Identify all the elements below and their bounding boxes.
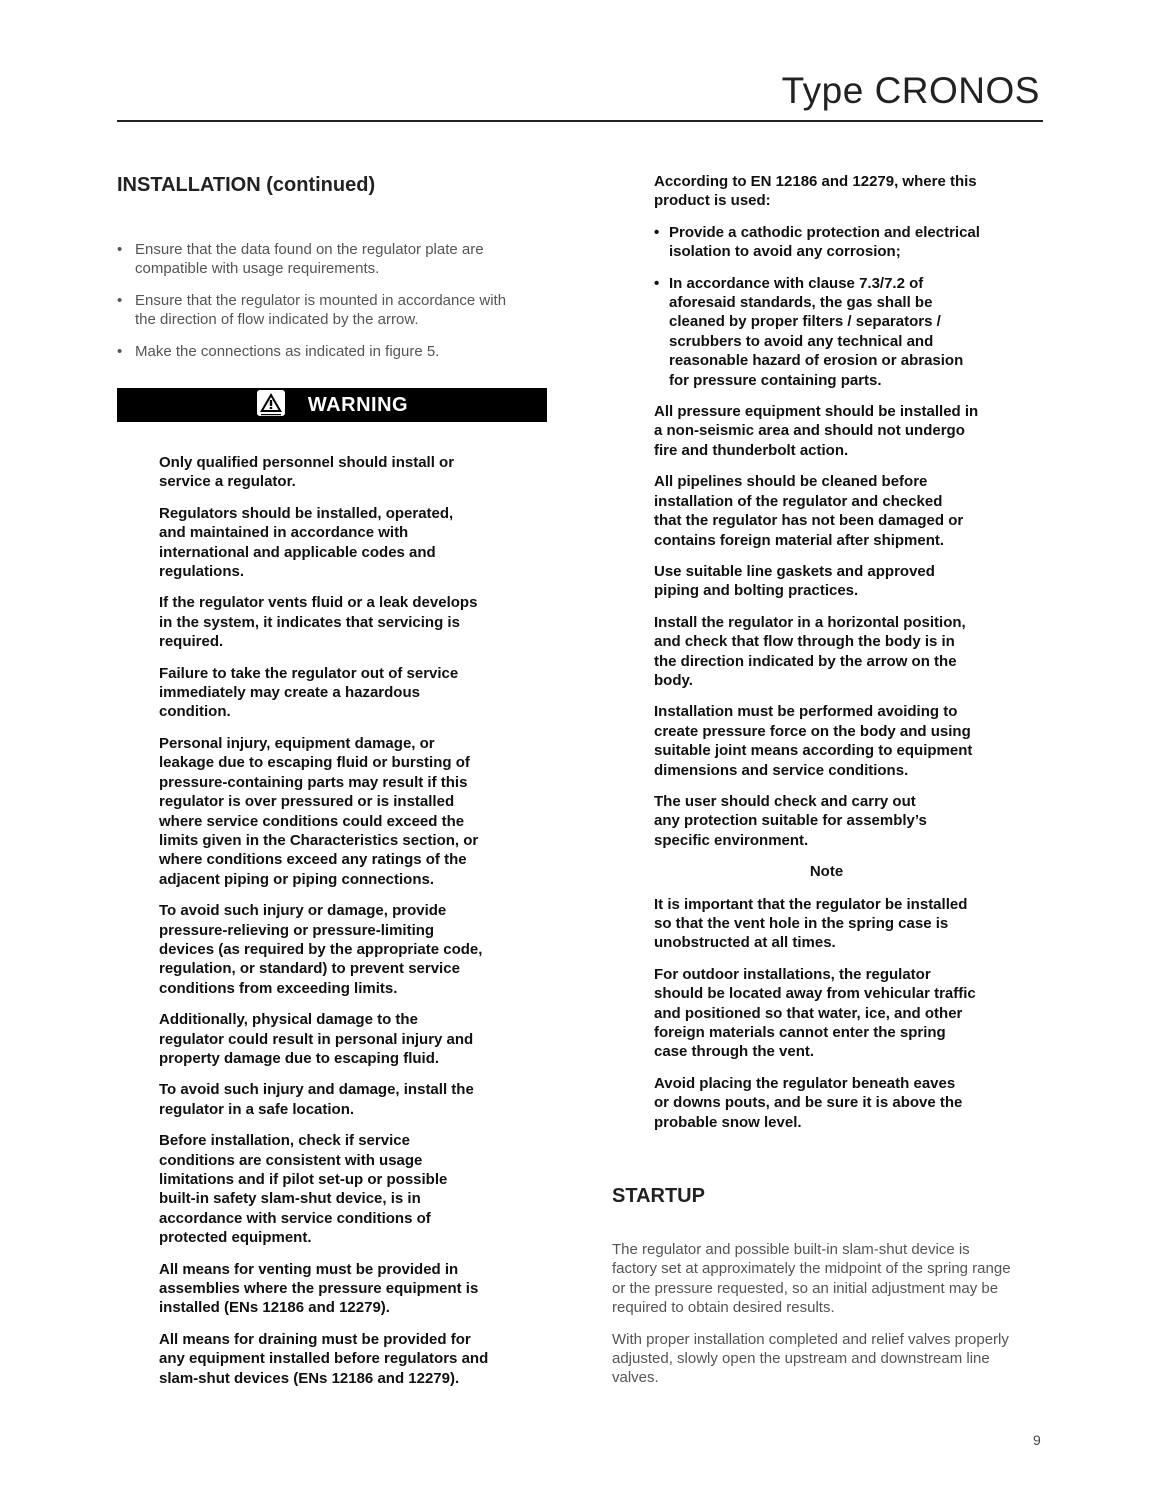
warning-paragraph: Before installation, check if service conditions are consistent with usage limitations and if pilot set-up or possible built-in safety slam-shut device, is in accordance with service conditions of protected equipment. — [159, 1132, 448, 1247]
paragraph: Use suitable line gaskets and approved piping and bolting practices. — [654, 562, 935, 600]
warning-banner — [117, 388, 547, 422]
list-item: • Make the connections as indicated in figure 5. — [117, 342, 557, 361]
list-item: • Ensure that the regulator is mounted in accordance with the direction of flow indicated by the arrow. — [117, 291, 557, 330]
paragraph: Installation must be performed avoiding to create pressure force on the body and using suitable joint means according to equipment dimensions and service conditions. — [654, 703, 973, 779]
warning-text — [159, 453, 539, 1400]
warning-paragraph: Failure to take the regulator out of service immediately may create a hazardous condition. — [159, 664, 459, 721]
warning-paragraph: Regulators should be installed, operated, and maintained in accordance with international and applicable codes and regulations. — [159, 504, 454, 581]
note-paragraph: Avoid placing the regulator beneath eaves or downs pouts, and be sure it is above the probable snow level. — [654, 1074, 963, 1131]
note-paragraph: For outdoor installations, the regulator should be located away from vehicular traffic and positioned so that water, ice, and other foreign materials cannot enter the spring case through the vent. — [654, 965, 976, 1061]
paragraph: All pipelines should be cleaned before installation of the regulator and checked that the regulator has not been damaged or contains foreign material after shipment. — [654, 473, 964, 549]
installation-heading: INSTALLATION (continued) — [117, 174, 376, 196]
paragraph: The user should check and carry out any protection suitable for assembly’s specific environment. — [654, 792, 927, 849]
intro-paragraph: According to EN 12186 and 12279, where this product is used: — [654, 173, 977, 210]
right-column-text — [654, 172, 1034, 1144]
header-divider — [117, 120, 1043, 122]
note-paragraph: It is important that the regulator be installed so that the vent hole in the spring case is unobstructed at all times. — [654, 895, 968, 952]
list-item: • In accordance with clause 7.3/7.2 of aforesaid standards, the gas shall be cleaned by proper filters / separators / scrubbers to avoid any technical and reasonable hazard of erosion or abrasion for pressure containing parts. — [654, 274, 1034, 390]
installation-bullets — [117, 240, 557, 373]
warning-paragraph: To avoid such injury or damage, provide pressure-relieving or pressure-limiting devices (as required by the appropriate code, regulation, or standard) to prevent service conditions from exceeding limits. — [159, 902, 483, 997]
warning-paragraph: To avoid such injury and damage, install the regulator in a safe location. — [159, 1081, 474, 1118]
warning-paragraph: All means for draining must be provided for any equipment installed before regulators and slam-shut devices (ENs 12186 and 12279). — [159, 1330, 489, 1387]
warning-paragraph: Personal injury, equipment damage, or leakage due to escaping fluid or bursting of pressure-containing parts may result if this regulator is over pressured or is installed where service conditions could exceed the limits given in the Characteristics section, or where conditions exceed any ratings of the adjacent piping or piping connections. — [159, 734, 479, 888]
requirements-list — [654, 223, 1034, 390]
warning-paragraph: Only qualified personnel should install or service a regulator. — [159, 454, 455, 491]
paragraph: Install the regulator in a horizontal position, and check that flow through the body is in the direction indicated by the arrow on the body. — [654, 613, 966, 689]
startup-heading: STARTUP — [612, 1185, 705, 1207]
startup-paragraph: The regulator and possible built-in slam-shut device is factory set at approximately the midpoint of the spring range or the pressure requested, so an initial adjustment may be required to obtain desired results. — [612, 1241, 1011, 1317]
warning-paragraph: All means for venting must be provided in assemblies where the pressure equipment is installed (ENs 12186 and 12279). — [159, 1260, 479, 1317]
warning-paragraph: If the regulator vents fluid or a leak develops in the system, it indicates that servicing is required. — [159, 594, 478, 651]
startup-paragraph: With proper installation completed and relief valves properly adjusted, slowly open the upstream and downstream line valves. — [612, 1330, 1009, 1387]
list-item: • Ensure that the data found on the regulator plate are compatible with usage requirements. — [117, 240, 557, 279]
page-number: 9 — [1033, 1432, 1041, 1448]
warning-label: WARNING — [307, 393, 409, 416]
warning-paragraph: Additionally, physical damage to the regulator could result in personal injury and property damage due to escaping fluid. — [159, 1011, 474, 1067]
document-title: Type CRONOS — [781, 70, 1040, 111]
paragraph: All pressure equipment should be installed in a non-seismic area and should not undergo fire and thunderbolt action. — [654, 403, 979, 459]
list-item: • Provide a cathodic protection and electrical isolation to avoid any corrosion; — [654, 223, 1034, 262]
warning-triangle-icon — [256, 389, 286, 422]
note-label: Note — [809, 863, 844, 881]
startup-text — [612, 1240, 1052, 1400]
